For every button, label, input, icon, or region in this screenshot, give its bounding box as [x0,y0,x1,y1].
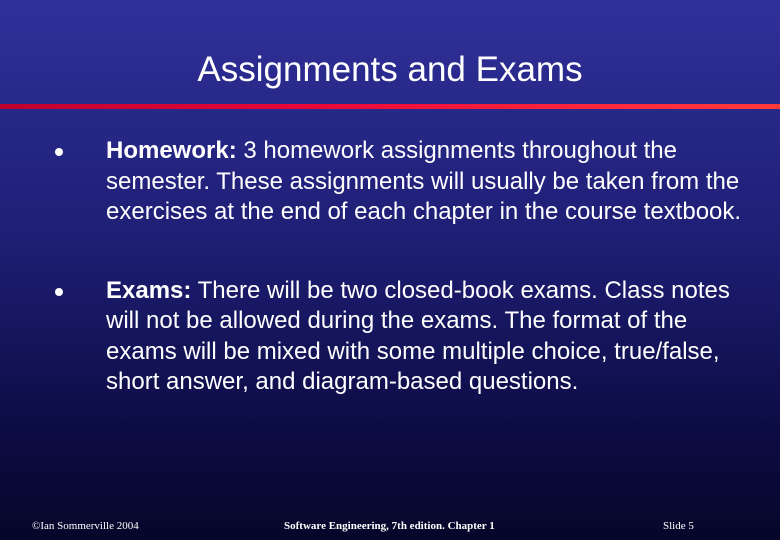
bullet-item-exams [52,276,752,398]
footer-copyright: ©Ian Sommerville 2004 [32,520,139,532]
footer-slide-number: Slide 5 [663,520,694,532]
slide-title: Assignments and Exams [197,50,583,89]
bullet-item-homework [52,136,752,228]
bullet-list [52,136,752,398]
title-divider [0,104,780,109]
bullet-term: Exams: [106,276,192,304]
bullet-term: Homework: [106,137,237,164]
bullet-text: There will be two closed-book exams. Class notes will not be allowed during the exams. The format of the exams will be mixed with some multiple choice, true/false, short answer, and diagram-based questions. [106,276,730,395]
footer-course: Software Engineering, 7th edition. Chapter 1 [284,520,495,532]
bullet-dot-icon [55,148,63,156]
bullet-text: 3 homework assignments throughout the semester. These assignments will usually be taken from the exercises at the end of each chapter in the course textbook. [106,137,742,225]
bullet-dot-icon [55,288,63,296]
